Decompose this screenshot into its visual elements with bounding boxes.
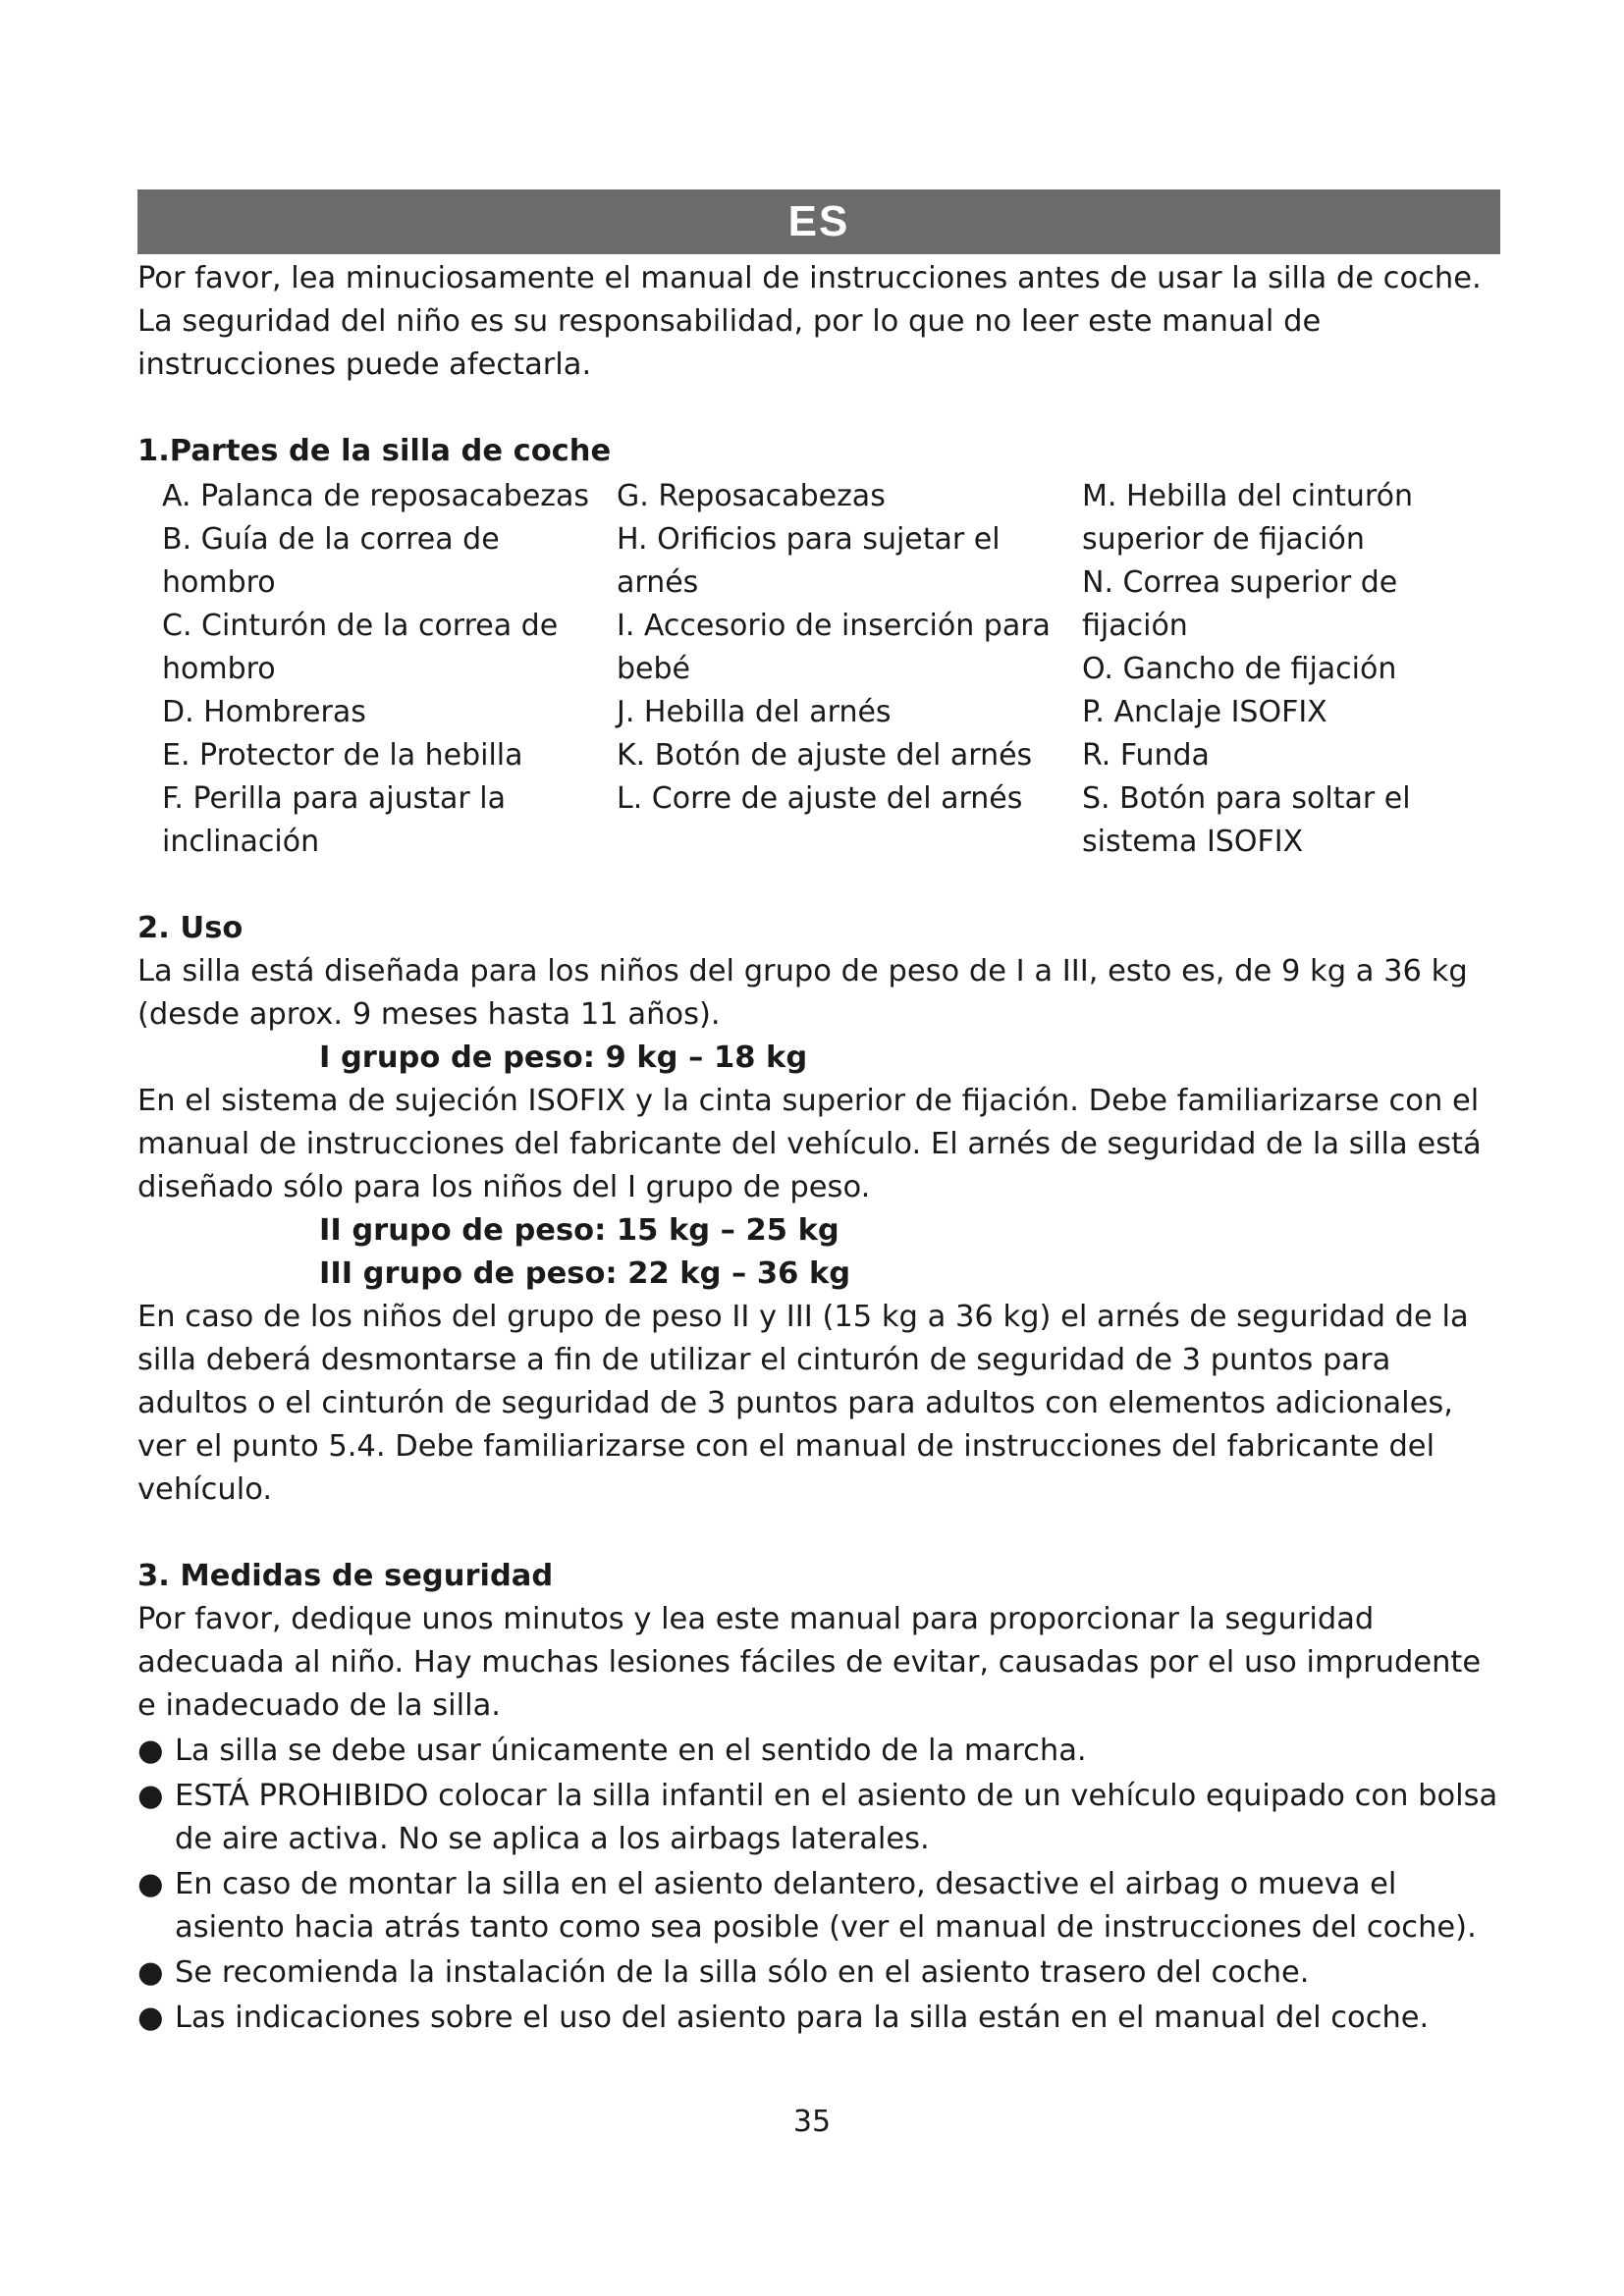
language-code: ES	[787, 197, 850, 245]
part-item: S. Botón para soltar el sistema ISOFIX	[1082, 781, 1411, 859]
language-header-bar	[137, 189, 1500, 254]
parts-list	[137, 475, 1504, 864]
bullet-icon: ●	[137, 1779, 164, 1813]
part-item: G. Reposacabezas	[617, 479, 886, 513]
part-item: F. Perilla para ajustar la inclinación	[162, 781, 507, 859]
part-item: K. Botón de ajuste del arnés	[617, 738, 1033, 773]
list-item: ● La silla se debe usar únicamente en el sentido de la marcha.	[137, 1730, 1504, 1773]
part-item: I. Accesorio de inserción para bebé	[617, 609, 1051, 686]
bullet-icon: ●	[137, 2001, 164, 2035]
part-item: A. Palanca de reposacabezas	[162, 479, 590, 513]
bullet-icon: ●	[137, 1734, 164, 1768]
parts-heading: 1.Partes de la silla de coche	[137, 434, 612, 468]
list-item: ● ESTÁ PROHIBIDO colocar la silla infantil en el asiento de un vehículo equipado con bolsa de aire activa. No se aplica a los airbags laterales.	[137, 1775, 1504, 1861]
weight-group-2: II grupo de peso: 15 kg – 25 kg	[319, 1213, 839, 1248]
list-item: ● Se recomienda la instalación de la silla sólo en el asiento trasero del coche.	[137, 1951, 1504, 1995]
seguridad-paragraph: Por favor, dedique unos minutos y lea este manual para proporcionar la seguridad adecuada al niño. Hay muchas lesiones fáciles de evitar, causadas por el uso imprudente e inadecuado de la silla.	[137, 1602, 1482, 1723]
parts-column-3	[1082, 475, 1494, 864]
part-item: J. Hebilla del arnés	[617, 695, 892, 729]
weight-group-1: I grupo de peso: 9 kg – 18 kg	[319, 1041, 808, 1075]
part-item: P. Anclaje ISOFIX	[1082, 695, 1327, 729]
safety-bullet-list	[137, 1730, 1504, 2040]
part-item: N. Correa superior de fijación	[1082, 565, 1398, 643]
page-content	[137, 257, 1504, 2040]
parts-column-1	[137, 475, 615, 864]
list-item: ● Las indicaciones sobre el uso del asiento para la silla están en el manual del coche.	[137, 1997, 1504, 2040]
weight-group-3: III grupo de peso: 22 kg – 36 kg	[319, 1256, 851, 1291]
part-item: H. Orificios para sujetar el arnés	[617, 522, 1001, 600]
part-item: B. Guía de la correa de hombro	[162, 522, 500, 600]
page-number: 35	[792, 2105, 832, 2139]
part-item: C. Cinturón de la correa de hombro	[162, 609, 559, 686]
bullet-icon: ●	[137, 1955, 164, 1990]
seguridad-heading: 3. Medidas de seguridad	[137, 1559, 554, 1593]
bullet-icon: ●	[137, 1867, 164, 1901]
uso-paragraph-3: En caso de los niños del grupo de peso II y III (15 kg a 36 kg) el arnés de seguridad de la silla deberá desmontarse a fin de utilizar el cinturón de seguridad de 3 puntos para adultos o el cinturón de seguridad de 3 puntos para adultos con elementos adicionales, ver el punto 5.4. Debe familiarizarse con el manual de instrucciones del fabricante del vehículo.	[137, 1300, 1469, 1507]
part-item: L. Corre de ajuste del arnés	[617, 781, 1023, 816]
part-item: R. Funda	[1082, 738, 1210, 773]
parts-column-2	[615, 475, 1082, 864]
list-item: ● En caso de montar la silla en el asiento delantero, desactive el airbag o mueva el asiento hacia atrás tanto como sea posible (ver el manual de instrucciones del coche).	[137, 1863, 1504, 1949]
part-item: O. Gancho de fijación	[1082, 652, 1397, 686]
uso-paragraph-2: En el sistema de sujeción ISOFIX y la cinta superior de fijación. Debe familiarizarse con el manual de instrucciones del fabricante del vehículo. El arnés de seguridad de la silla está diseñado sólo para los niños del I grupo de peso.	[137, 1084, 1482, 1204]
part-item: M. Hebilla del cinturón superior de fijación	[1082, 479, 1413, 557]
part-item: D. Hombreras	[162, 695, 366, 729]
intro-paragraph: Por favor, lea minuciosamente el manual de instrucciones antes de usar la silla de coche. La seguridad del niño es su responsabilidad, por lo que no leer este manual de instrucciones puede afectarla.	[137, 261, 1482, 382]
uso-paragraph-1: La silla está diseñada para los niños del grupo de peso de I a III, esto es, de 9 kg a 36 kg (desde aprox. 9 meses hasta 11 años).	[137, 954, 1468, 1032]
part-item: E. Protector de la hebilla	[162, 738, 523, 773]
uso-heading: 2. Uso	[137, 911, 244, 945]
